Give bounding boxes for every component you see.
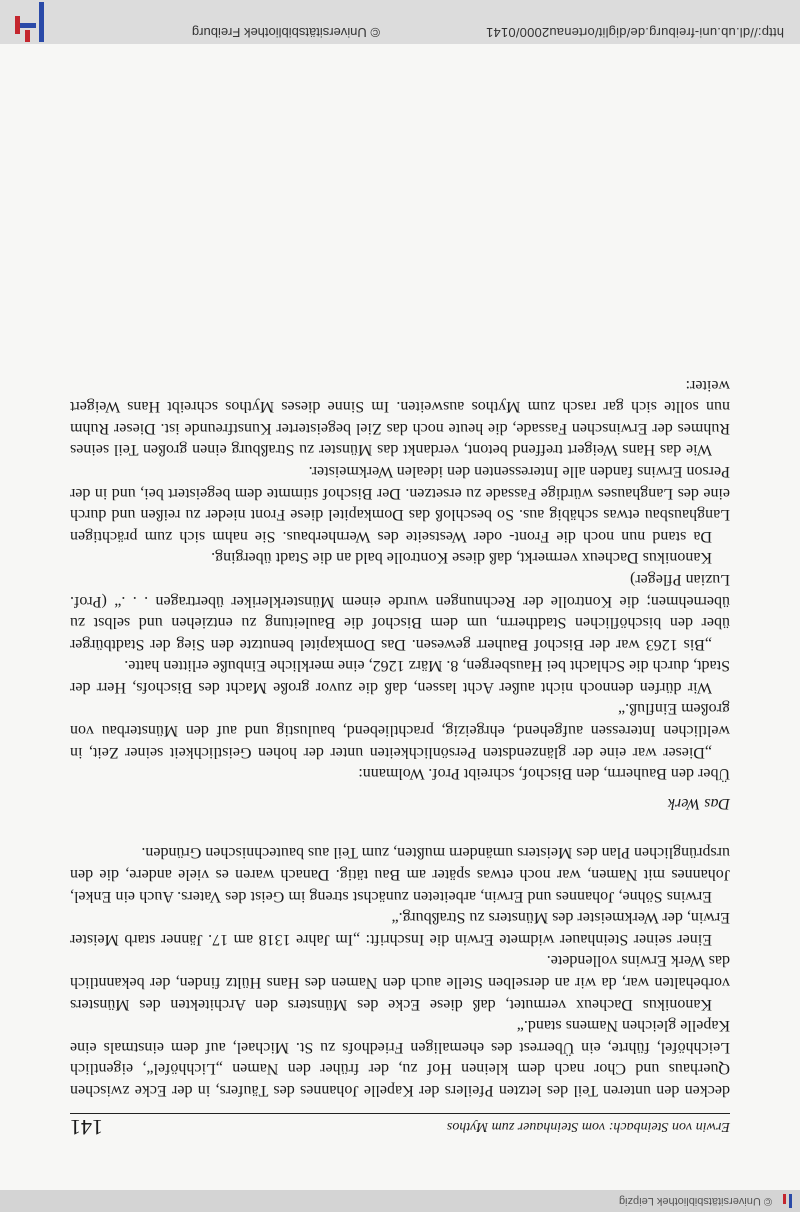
running-head [70, 1113, 730, 1142]
page-number: 141 [70, 1115, 103, 1140]
library-logo-icon [778, 1194, 794, 1208]
paragraph: Erwins Söhne, Johannes und Erwin, arbeiteten zunächst streng im Geist des Vaters. Auch ein Enkel, Johannes mit Namen, war noch etwas später am Bau tätig. Danach waren es viele andere, die den ursprünglichen Plan des Meisters umändern mußten, zum Teil aus bautechnischen Gründen. [70, 844, 730, 905]
paragraph: Wir dürfen dennoch nicht außer Acht lassen, daß die zuvor große Macht des Bischofs, Herr der Stadt, durch die Schlacht bei Hausbergen, 8. März 1262, eine merkliche Einbuße erlitten hatte. [70, 657, 730, 696]
body-text [70, 374, 730, 1101]
paragraph: decken den unteren Teil des letzten Pfeilers der Kapelle Johannes des Täufers, in der Ecke zwischen Querhaus und Chor nach dem kleinen Hof zu, der früher den Namen „Lichhöfel“, eigentlich Leichhöfel, führte, ein Überrest des ehemaligen Friedhofs zu St. Michael, auf dem einstmals eine Kapelle gleichen Namens stand.“ [70, 1017, 730, 1099]
source-credit-text: © Universitätsbibliothek Freiburg [191, 25, 380, 40]
paragraph: Kanonikus Dacheux vermerkt, daß diese Kontrolle bald an die Stadt überging. [211, 549, 712, 567]
top-watermark-bar [0, 1190, 800, 1212]
paragraph: Einer seiner Steinhauer widmete Erwin die Inschrift: „Im Jahre 1318 am 17. Jänner starb Meister Erwin, der Werkmeister des Münsters zu Straßburg.“ [70, 909, 730, 948]
paragraph: „Dieser war eine der glänzendsten Persönlichkeiten unter der hohen Geistlichkeit seiner Zeit, in weltlichen Interessen aufgehend, ehrgeizig, prachtliebend, baulustig und auf den Münsterbau von großem Einfluß.“ [70, 700, 730, 761]
section-heading: Das Werk [667, 794, 730, 812]
paragraph: Über den Bauherrn, den Bischof, schreibt Prof. Wolmann: [358, 765, 730, 783]
paragraph: Da stand nun noch die Front- oder Westseite des Wernherbaus. Sie nahm sich zum prächtigen Langhausbau etwas schäbig aus. So beschloß das Domkapitel diese Front nieder zu reißen und durch eine des Langhauses würdige Fassade zu ersetzen. Der Bischof stimmte dem begeistert bei, und in der Person Erwins fanden alle Interessenten den idealen Werkmeister. [70, 462, 730, 545]
source-url-link[interactable]: http://dl.ub.uni-freiburg.de/diglit/ortenau2000/0141 [485, 25, 784, 40]
paragraph: Wie das Hans Weigert treffend betont, verdankt das Münster zu Straßburg einen großen Teil seines Ruhmes der Erwinschen Fassade, die heute noch das Ziel begeisterter Kunstfreunde ist. Dieser Ruhm nun sollte sich gar rasch zum Mythos ausweiten. Im Sinne dieses Mythos schreibt Hans Weigert weiter: [70, 376, 730, 459]
paragraph: „Bis 1263 war der Bischof Bauherr gewesen. Das Domkapitel benutzte den Sieg der Stadtbürger über den bischöflichen Stadtherrn, um dem Bischof die Bauleitung zu entziehen und selbst zu übernehmen; die Kontrolle der Rechnungen wurde einem Münsterkleriker übertragen . . .“ (Prof. Luzian Pfleger) [70, 570, 730, 653]
paragraph: Kanonikus Dacheux vermutet, daß diese Ecke des Münsters den Architekten des Münsters vorbehalten war, da wir an derselben Stelle auch den Namen des Hans Hültz finden, der bekanntlich das Werk Erwins vollendete. [70, 952, 730, 1013]
top-credit-text: © Universitätsbibliothek Leipzig [618, 1195, 772, 1207]
page-content [70, 374, 730, 1142]
running-title: Erwin von Steinbach: vom Steinhauer zum Mythos [446, 1119, 730, 1134]
university-logo-icon [10, 2, 50, 42]
bottom-source-bar [0, 0, 800, 44]
